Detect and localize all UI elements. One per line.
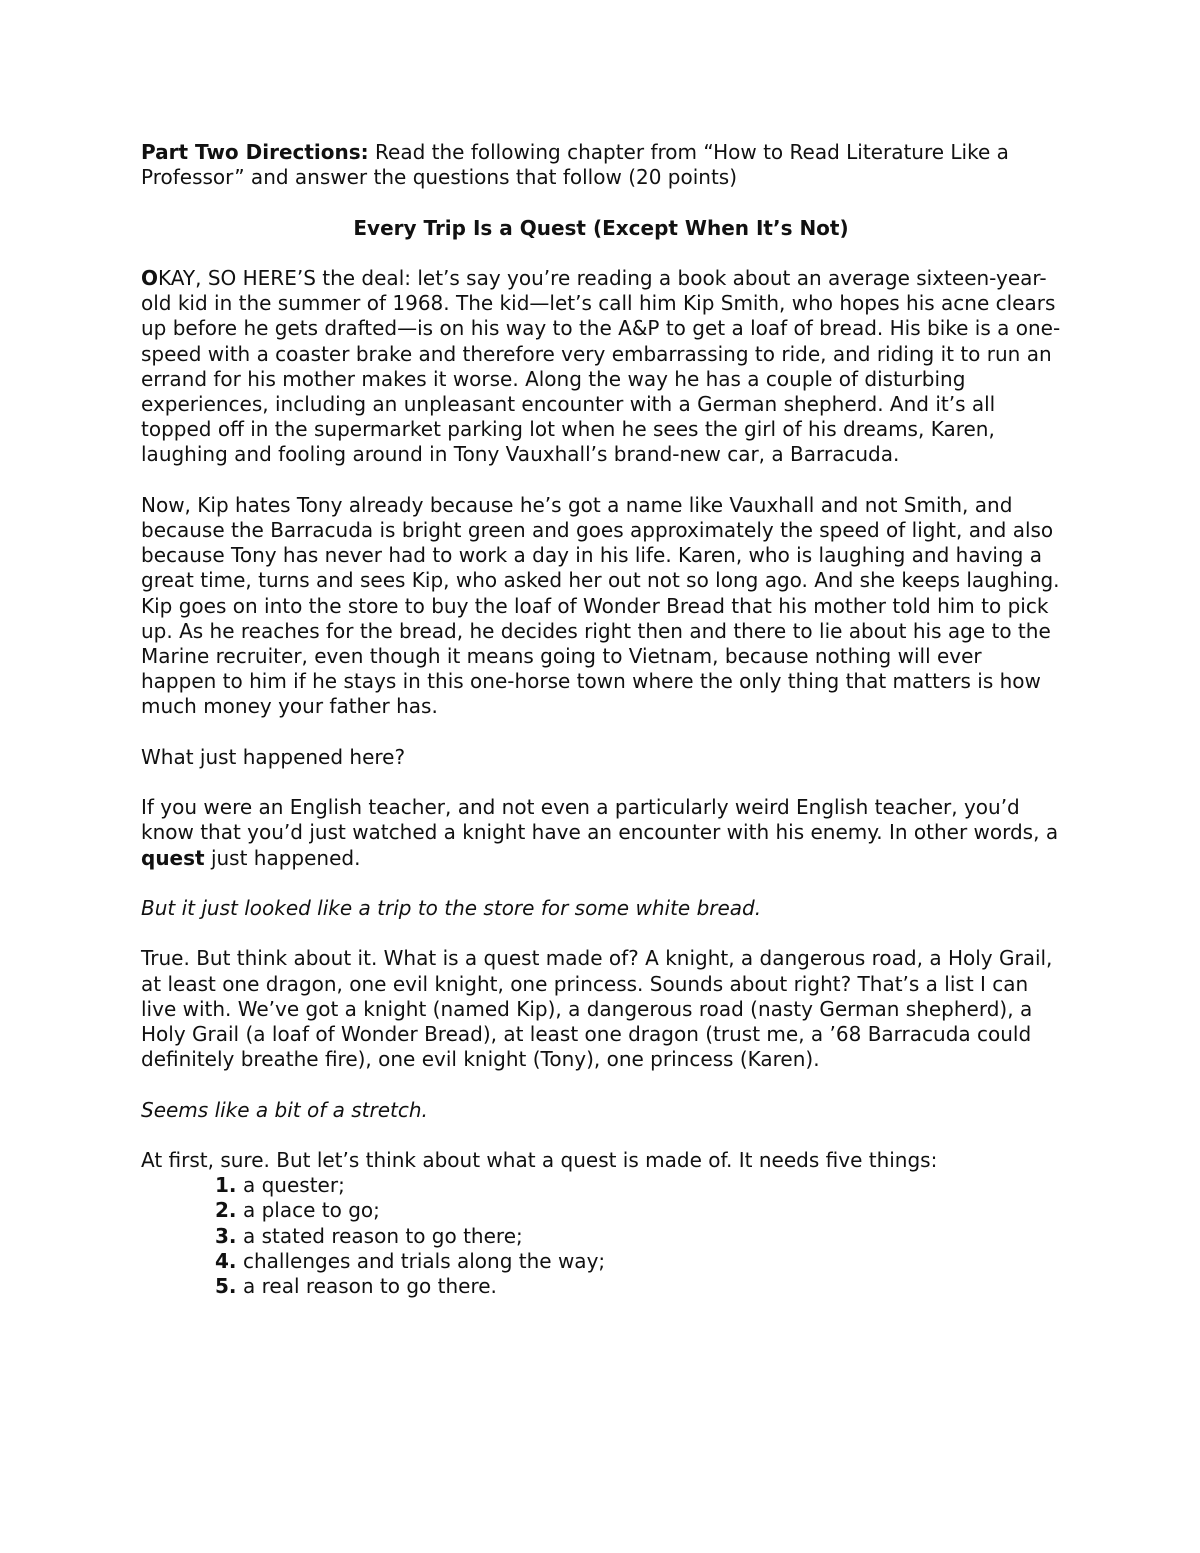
directions-text: Read the following chapter from “How to Read Literature Like a Professor” and answer the questions that follow (20 points) [141, 140, 1009, 190]
paragraph-1-text: KAY, SO HERE’S the deal: let’s say you’re reading a book about an average sixteen-year-old kid in the summer of 1968. The kid—let’s call him Kip Smith, who hopes his acne clears up before he gets drafted—is on his way to the A&P to get a loaf of bread. His bike is a one-speed with a coaster brake and therefore very embarrassing to ride, and riding it to run an errand for his mother makes it worse. Along the way he has a couple of disturbing experiences, including an unpleasant encounter with a German shepherd. And it’s all topped off in the supermarket parking lot when he sees the girl of his dreams, Karen, laughing and fooling around in Tony Vauxhall’s brand-new car, a Barracuda. [141, 265, 1061, 467]
paragraph-8: Seems like a bit of a stretch. [141, 1097, 428, 1122]
list-text: a place to go; [243, 1198, 380, 1223]
paragraph-6: But it just looked like a trip to the store for some white bread. [141, 896, 762, 920]
quest-keyword: quest [141, 845, 205, 870]
list-text: challenges and trials along the way; [243, 1248, 606, 1273]
list-number: 2. [215, 1198, 237, 1223]
list-item [215, 1274, 1061, 1299]
list-item [215, 1198, 1061, 1223]
list-text: a real reason to go there. [243, 1274, 497, 1298]
paragraph-5 [141, 795, 1061, 871]
quest-list [141, 1173, 1061, 1299]
list-text: a quester; [243, 1173, 345, 1198]
list-item [215, 1223, 1061, 1249]
list-item [215, 1248, 1061, 1274]
paragraph-4: What just happened here? [141, 744, 406, 769]
paragraph-5-after: just happened. [204, 845, 361, 870]
paragraph-1 [141, 266, 1061, 468]
list-number: 1. [215, 1173, 237, 1198]
chapter-title: Every Trip Is a Quest (Except When It’s Not) [353, 215, 849, 240]
document-page [141, 140, 1061, 1299]
paragraph-2: Now, Kip hates Tony already because he’s got a name like Vauxhall and not Smith, and because the Barracuda is bright green and goes approximately the speed of light, and also because Tony has never had to work a day in his life. Karen, who is laughing and having a great time, turns and sees Kip, who asked her out not so long ago. And she keeps laughing. [141, 492, 1060, 593]
paragraph-3: Kip goes on into the store to buy the loaf of Wonder Bread that his mother told him to pick up. As he reaches for the bread, he decides right then and there to lie about his age to the Marine recruiter, even though it means going to Vietnam, because nothing will ever happen to him if he stays in this one-horse town where the only thing that matters is how much money your father has. [141, 593, 1051, 719]
directions-label: Part Two Directions: [141, 140, 369, 164]
drop-letter: O [141, 265, 159, 290]
list-number: 3. [215, 1223, 237, 1248]
paragraph-7: True. But think about it. What is a quest made of? A knight, a dangerous road, a Holy Grail, at least one dragon, one evil knight, one princess. Sounds about right? That’s a list I can live with. We’ve got a knight (named Kip), a dangerous road (nasty German shepherd), a Holy Grail (a loaf of Wonder Bread), at least one dragon (trust me, a ’68 Barracuda could definitely breathe fire), one evil knight (Tony), one princess (Karen). [141, 946, 1053, 1072]
directions-paragraph [141, 140, 1061, 190]
list-number: 5. [215, 1274, 237, 1298]
paragraph-9: At first, sure. But let’s think about what a quest is made of. It needs five things: [141, 1147, 938, 1172]
list-number: 4. [215, 1248, 237, 1273]
paragraph-5-before: If you were an English teacher, and not even a particularly weird English teacher, you’d know that you’d just watched a knight have an encounter with his enemy. In other words, a [141, 795, 1059, 845]
list-text: a stated reason to go there; [243, 1223, 523, 1248]
list-item [215, 1173, 1061, 1198]
